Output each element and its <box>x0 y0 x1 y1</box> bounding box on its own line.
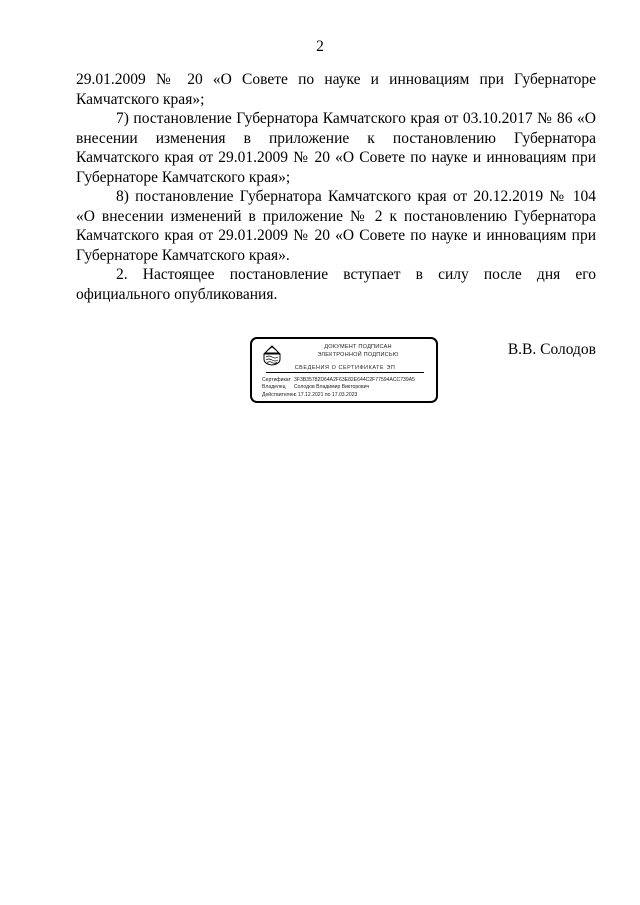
signatory-name: В.В. Солодов <box>507 341 596 358</box>
page-number: 2 <box>316 38 324 55</box>
paragraph-item-8: 8) постановление Губернатора Камчатского края от 20.12.2019 № 104 «О внесении изменений в приложение № 2 к постановлению Губернатора Камчатского края от 29.01.2009 № 20 «О Совете по науке и инновациям при Губернаторе Камчатского края». <box>76 188 596 264</box>
stamp-title: ДОКУМЕНТ ПОДПИСАН ЭЛЕКТРОННОЙ ПОДПИСЬЮ <box>317 344 399 358</box>
coat-of-arms-icon <box>263 344 281 366</box>
document-body <box>76 70 596 304</box>
paragraph-continuation: 29.01.2009 № 20 «О Совете по науке и инновациям при Губернаторе Камчатского края»; <box>76 71 596 108</box>
stamp-details <box>262 377 434 399</box>
paragraph-item-7: 7) постановление Губернатора Камчатского края от 03.10.2017 № 86 «О внесении изменения в приложение к постановлению Губернатора Камчатского края от 29.01.2009 № 20 «О Совете по науке и инновациям при Губернаторе Камчатского края»; <box>76 110 596 186</box>
stamp-certificate-row: Сертификат 3F3B35782D64A2F63E82E644C2F77594ACC739A5 <box>262 377 415 383</box>
paragraph-point-2: 2. Настоящее постановление вступает в силу после дня его официального опубликования. <box>76 266 596 303</box>
stamp-validity-row: Действителенс 17.12.2021 по 17.03.2023 <box>262 391 358 398</box>
electronic-signature-stamp <box>250 337 438 403</box>
stamp-owner-row: Владелец Солодов Владимир Викторович <box>262 384 370 391</box>
stamp-subheading: СВЕДЕНИЯ О СЕРТИФИКАТЕ ЭП <box>266 365 424 373</box>
